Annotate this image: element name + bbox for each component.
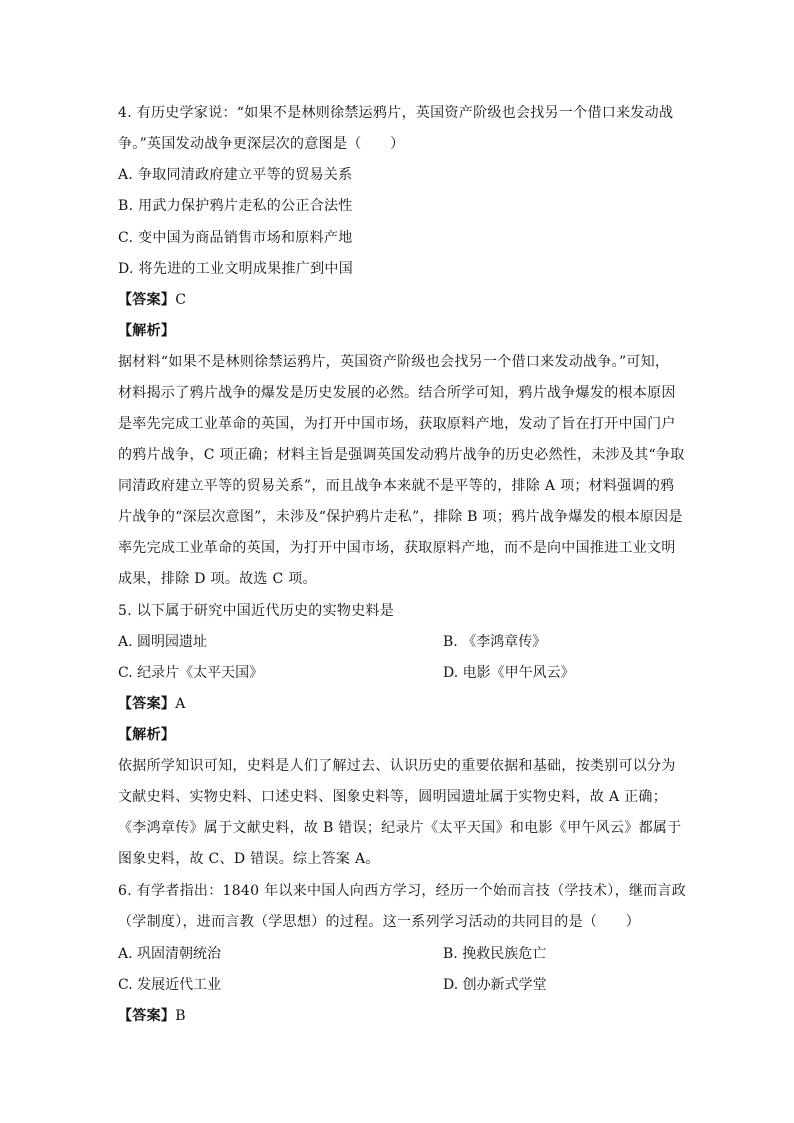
q4-stem-line-2: 争。”英国发动战争更深层次的意图是（ ）: [118, 136, 405, 152]
analysis-tag: 【解析】: [118, 323, 176, 339]
q5-analysis-tag: [118, 725, 688, 745]
q4-analysis-line: 同清政府建立平等的贸易关系”，而且战争本来就不是平等的，排除 A 项；材料强调的鸦: [118, 478, 675, 494]
q5-option-c: C. 纪录片《太平天国》: [118, 665, 264, 681]
q6-option-b: B. 挽救民族危亡: [443, 946, 547, 962]
q6-option-a: A. 巩固清朝统治: [118, 946, 222, 962]
q5-analysis-line: 图象史料，故 C、D 错误。综上答案 A。: [118, 851, 380, 867]
answer-tag: 【答案】: [118, 696, 176, 712]
q5-analysis-line: 《李鸿章传》属于文献史料，故 B 错误；纪录片《太平天国》和电影《甲午风云》都属于: [118, 820, 682, 836]
q4-analysis-line: 材料揭示了鸦片战争的爆发是历史发展的必然。结合所学可知，鸦片战争爆发的根本原因: [118, 385, 676, 401]
q6-option-c: C. 发展近代工业: [118, 977, 222, 993]
q4-analysis-line: 的鸦片战争，C 项正确；材料主旨是强调英国发动鸦片战争的历史必然性，未涉及其“争取: [118, 447, 685, 463]
q4-option-a: A. 争取同清政府建立平等的贸易关系: [118, 167, 353, 183]
q4-analysis-line: 率先完成工业革命的英国，为打开中国市场，获取原料产地，而不是向中国推进工业文明: [118, 540, 676, 556]
q4-analysis-line: 据材料“如果不是林则徐禁运鸦片，英国资产阶级也会找另一个借口来发动战争。”可知，: [118, 354, 670, 370]
analysis-tag: 【解析】: [118, 727, 176, 743]
q4-analysis-line: 是率先完成工业革命的英国，为打开中国市场，获取原料产地，发动了旨在打开中国门户: [118, 416, 676, 432]
answer-tag: 【答案】: [118, 1008, 176, 1024]
q5-analysis-line: 文献史料、实物史料、口述史料、图象史料等，圆明园遗址属于实物史料，故 A 正确；: [118, 789, 668, 805]
q4-option-b: B. 用武力保护鸦片走私的公正合法性: [118, 198, 353, 214]
q6-stem-line-1: 6. 有学者指出：1840 年以来中国人向西方学习，经历一个始而言技（学技术），继而言政: [118, 883, 687, 899]
q6-option-d: D. 创办新式学堂: [443, 977, 547, 993]
q5-stem: 5. 以下属于研究中国近代历史的实物史料是: [118, 603, 395, 619]
answer-value: B: [175, 1008, 186, 1024]
answer-value: C: [175, 292, 187, 308]
q4-option-d: D. 将先进的工业文明成果推广到中国: [118, 261, 354, 277]
answer-tag: 【答案】: [118, 292, 176, 308]
answer-value: A: [175, 696, 186, 712]
q5-option-a: A. 圆明园遗址: [118, 634, 208, 650]
q5-answer: [118, 694, 688, 714]
q6-answer: [118, 1006, 688, 1026]
q5-analysis-line: 依据所学知识可知，史料是人们了解过去、认识历史的重要依据和基础，按类别可以分为: [118, 758, 676, 774]
q4-analysis-line: 成果，排除 D 项。故选 C 项。: [118, 571, 317, 587]
q4-answer: [118, 290, 688, 310]
q5-option-b: B. 《李鸿章传》: [443, 634, 547, 650]
q4-analysis-line: 片战争的“深层次意图”，未涉及“保护鸦片走私”，排除 B 项；鸦片战争爆发的根本原因是: [118, 509, 683, 525]
q4-option-c: C. 变中国为商品销售市场和原料产地: [118, 230, 353, 246]
q4-stem-line-1: 4. 有历史学家说：“如果不是林则徐禁运鸦片，英国资产阶级也会找另一个借口来发动战: [118, 105, 674, 121]
q5-option-d: D. 电影《甲午风云》: [443, 665, 575, 681]
q4-analysis-tag: [118, 321, 688, 341]
q6-stem-line-2: （学制度），进而言教（学思想）的过程。这一系列学习活动的共同目的是（ ）: [118, 914, 641, 930]
